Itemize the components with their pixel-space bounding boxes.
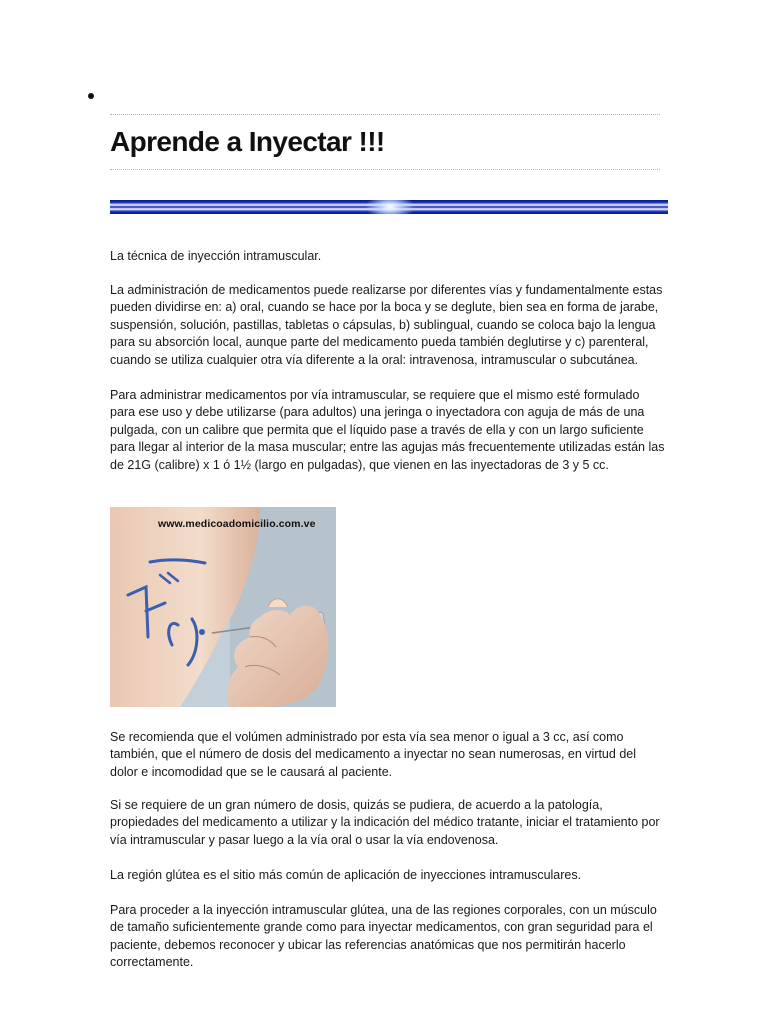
paragraph-gluteal: Para proceder a la inyección intramuscular glútea, una de las regiones corporales, con un músculo de tamaño suficientemente grande como para inyectar medicamentos, con gran seguridad para el paciente, debemos reconocer y ubicar las referencias anatómicas que nos permitirán hacerlo correctamente. (110, 903, 657, 970)
page-title: Aprende a Inyectar !!! (110, 126, 385, 157)
title-dotted-rule-top (110, 114, 660, 115)
title-dotted-rule-bottom (110, 169, 660, 170)
paragraph-intro: La técnica de inyección intramuscular. (110, 249, 322, 263)
decorative-blue-divider (110, 200, 668, 214)
paragraph-administration: La administración de medicamentos puede realizarse por diferentes vías y fundamentalmente estas pueden dividirse en: a) oral, cuando se hace por la boca y se deglute, bien sea en forma de jarabe, suspensión, solución, pastillas, tabletas o cápsulas, b) sublingual, cuando se coloca bajo la lengua para su absorción local, aunque parte del medicamento pueda también deglutirse y c) parenteral, cuando se utiliza cualquier otra vía diferente a la oral: intravenosa, intramuscular o subcutánea. (110, 283, 663, 367)
paragraph-intramuscular: Para administrar medicamentos por vía intramuscular, se requiere que el mismo esté formulado para ese uso y debe utilizarse (para adultos) una jeringa o inyectadora con aguja de más de una pulgada, con un calibre que permita que el líquido pase a través de ella y con un largo suficiente para llegar al interior de la masa muscular; entre las agujas más frecuentemente utilizadas están las de 21G (calibre) x 1 ó 1½ (largo en pulgadas), que vienen en las inyectadoras de 3 y 5 cc. (110, 388, 665, 472)
divider-glow (365, 200, 415, 214)
injection-photo (110, 507, 336, 707)
paragraph-doses: Si se requiere de un gran número de dosis, quizás se pudiera, de acuerdo a la patología, propiedades del medicamento a utilizar y la indicación del médico tratante, iniciar el tratamiento por vía intramuscular y pasar luego a la vía oral o usar la vía endovenosa. (110, 798, 660, 847)
list-bullet (88, 93, 94, 99)
injection-illustration (110, 507, 336, 707)
photo-watermark-caption: www.medicoadomicilio.com.ve (158, 518, 316, 530)
paragraph-volume: Se recomienda que el volúmen administrado por esta vía sea menor o igual a 3 cc, así como también, que el número de dosis del medicamento a inyectar no sean numerosas, en virtud del dolor e incomodidad que se le causará al paciente. (110, 730, 636, 779)
paragraph-region: La región glútea es el sitio más común de aplicación de inyecciones intramusculares. (110, 868, 582, 882)
